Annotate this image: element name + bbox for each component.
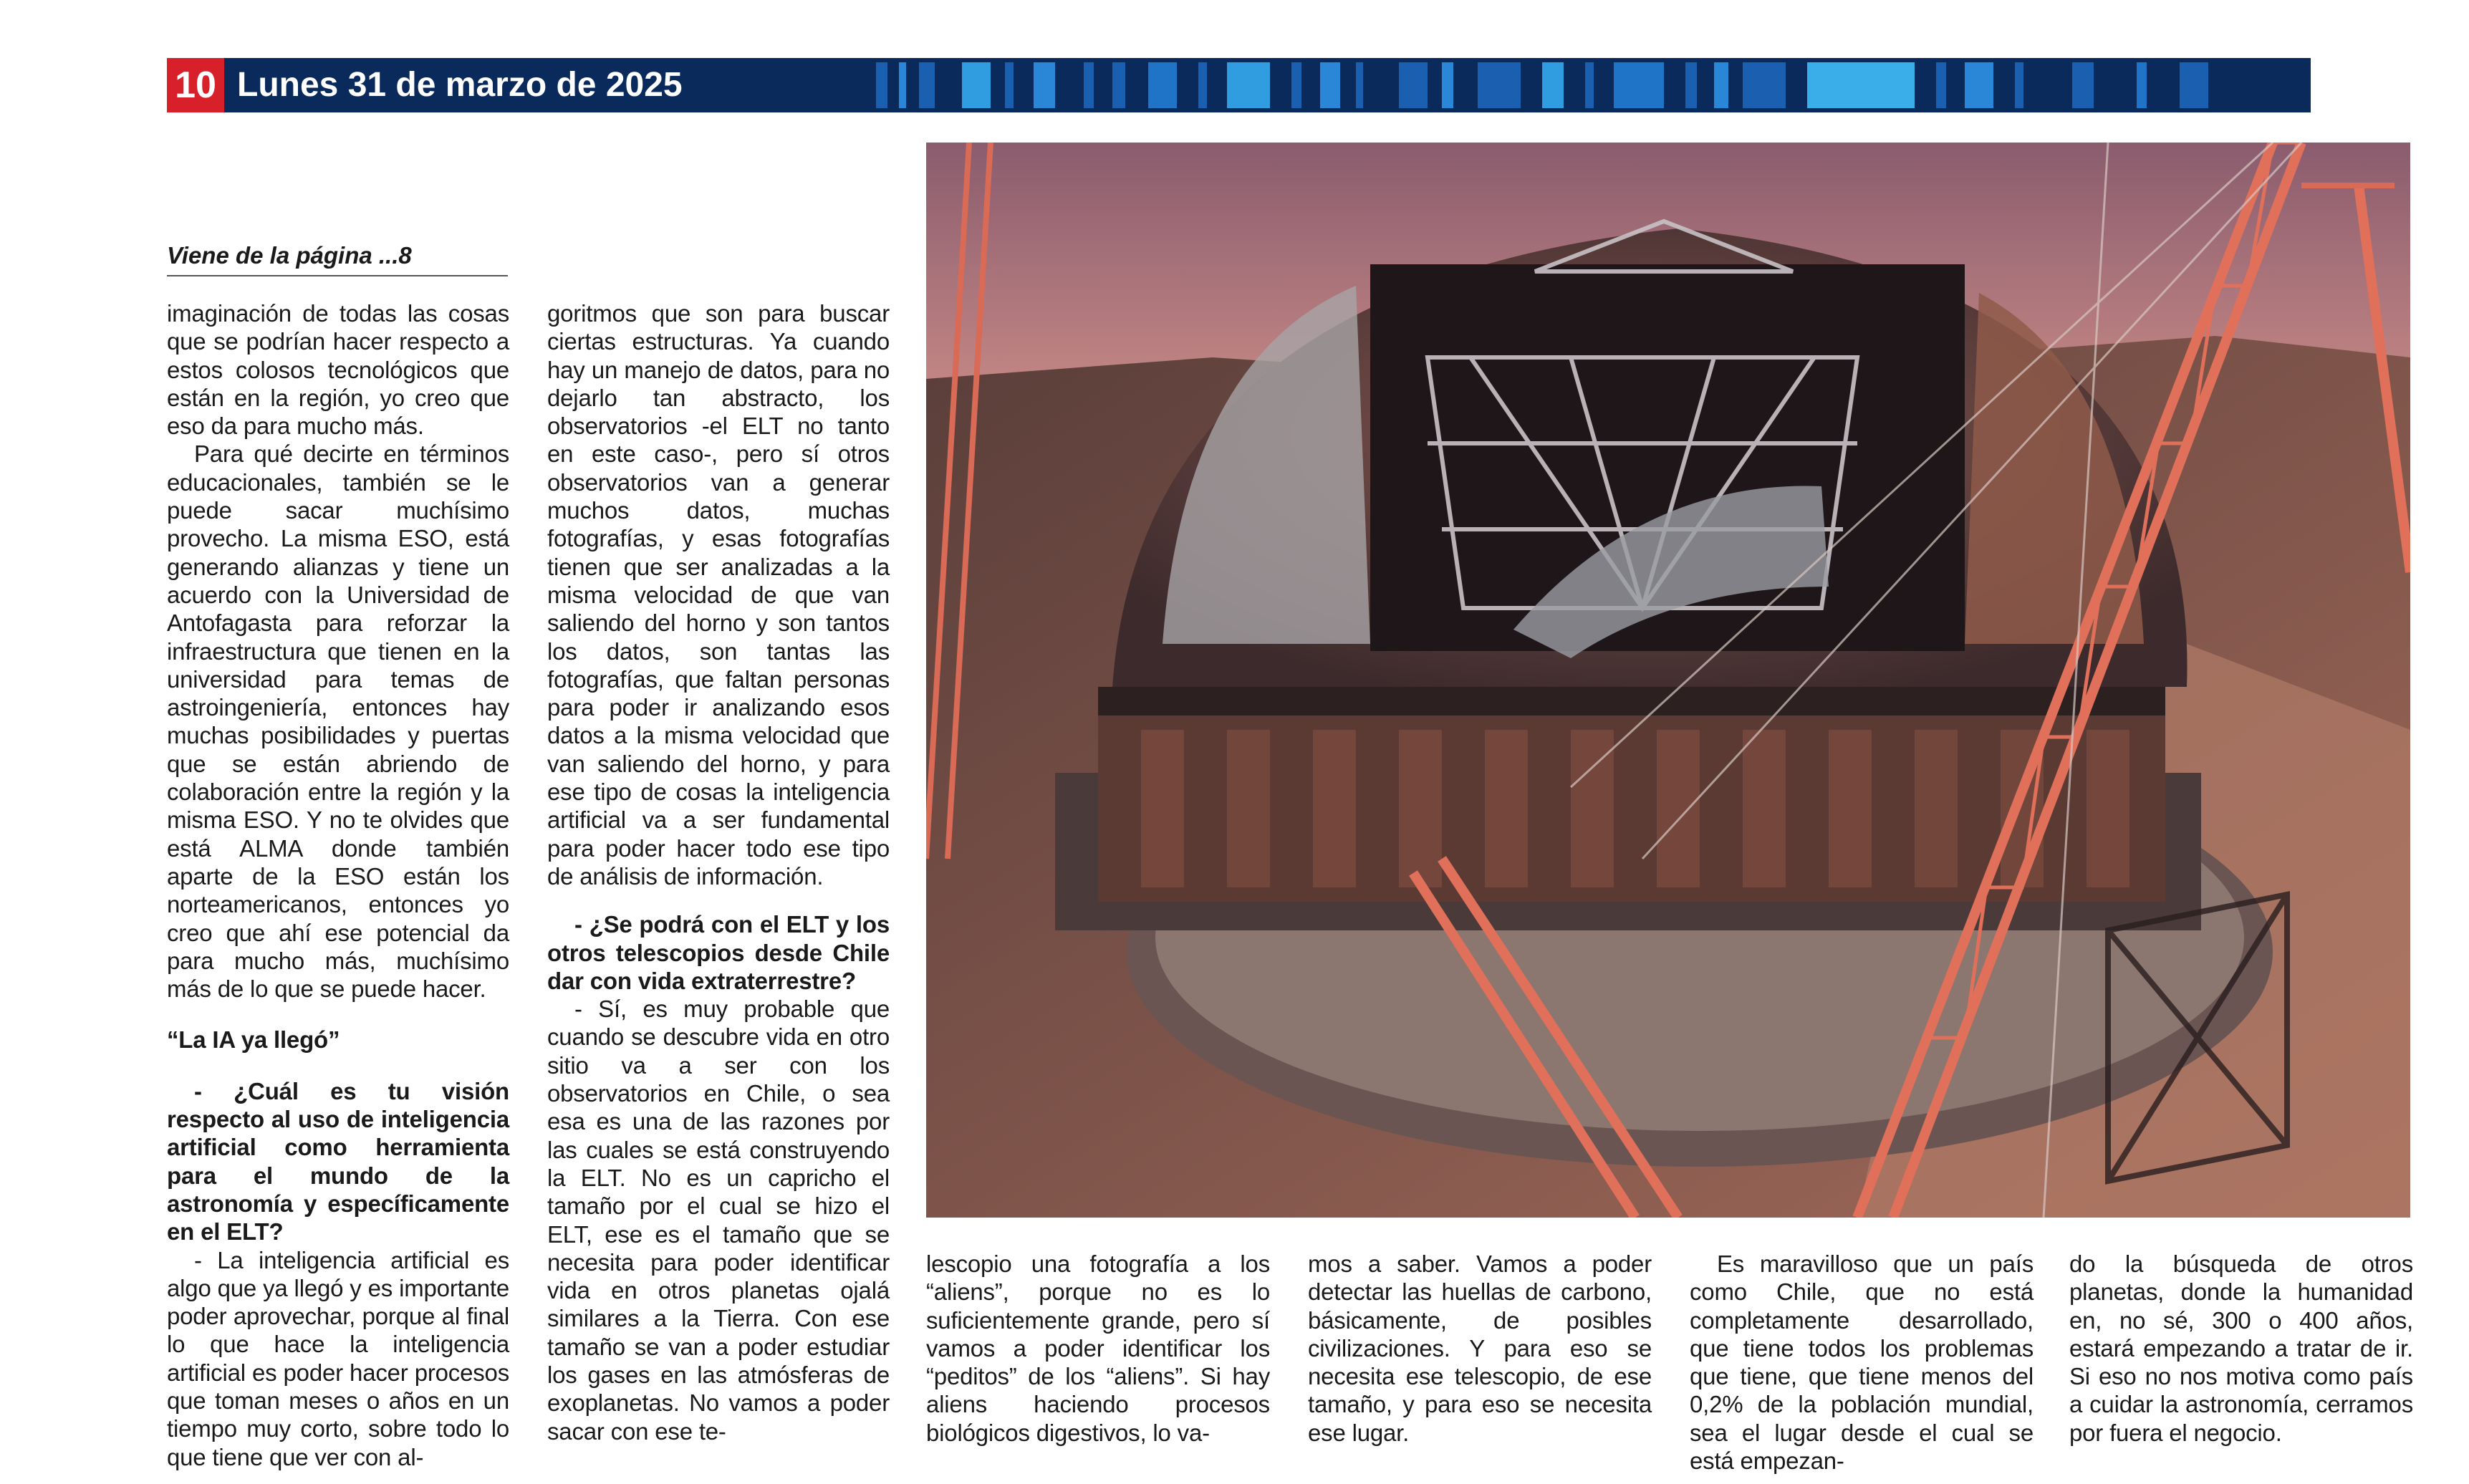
paragraph: - La inteligencia artificial es algo que ya llegó y es importante poder aprovechar, porque al final lo que hace la inteligencia artificial es poder hacer procesos que toman meses o años en un tiempo muy corto, sobre todo lo que tiene que ver con al- xyxy=(167,1246,509,1470)
decorative-stripes xyxy=(855,58,2311,112)
paragraph: mos a saber. Vamos a poder detectar las huellas de carbono, básicamente, de posibles civilizaciones. Y para eso se necesita ese telescopio, de ese tamaño, y para eso se necesita ese lugar. xyxy=(1308,1251,1652,1446)
text-column-2 xyxy=(547,299,890,1445)
text-column-6 xyxy=(2069,1250,2413,1447)
paragraph: do la búsqueda de otros planetas, donde la humanidad en, no sé, 300 o 400 años, estará empezando a tratar de ir. Si eso no nos motiva como país a cuidar la astronomía, cerramos por fuera el negocio. xyxy=(2069,1251,2413,1446)
issue-date: Lunes 31 de marzo de 2025 xyxy=(237,66,683,104)
paragraph: Es maravilloso que un país como Chile, que no está completamente desarrollado, que tiene todos los problemas que tiene, que tiene menos del 0,2% de la población mundial, sea el lugar desde el cual se está empezan- xyxy=(1690,1251,2034,1475)
paragraph: lescopio una fotografía a los “aliens”, porque no es lo suficientemente grande, pero sí vamos a poder identificar los “peditos” de los “aliens”. Si hay aliens haciendo procesos biológicos digestivos, lo va- xyxy=(926,1251,1270,1446)
paragraph: goritmos que son para buscar ciertas estructuras. Ya cuando hay un manejo de datos, para no dejarlo tan abstracto, los observatorios -el ELT no tanto en este caso-, pero sí otros observatorios van a generar muchos datos, muchas fotografías, y esas fotografías tienen que ser analizadas a la misma velocidad de que van saliendo del horno y son tantos los datos, son tantas las fotografías, que faltan personas para poder ir analizando esos datos a la misma velocidad que van saliendo del horno, y para ese tipo de cosas la inteligencia artificial va a ser fundamental para poder hacer todo ese tipo de análisis de información. xyxy=(547,300,890,890)
page-number: 10 xyxy=(167,58,224,112)
section-subhead: “La IA ya llegó” xyxy=(167,1026,340,1054)
text-column-5 xyxy=(1690,1250,2034,1475)
page-header-bar xyxy=(167,58,2311,112)
paragraph: imaginación de todas las cosas que se podrían hacer respecto a estos colosos tecnológicos que están en la región, yo creo que eso da para mucho más. xyxy=(167,300,509,440)
interview-question: - ¿Cuál es tu visión respecto al uso de inteligencia artificial como herramienta para el mundo de la astronomía y específicamente en el ELT? xyxy=(167,1077,509,1246)
continued-from-label: Viene de la página ...8 xyxy=(167,242,508,276)
text-column-1 xyxy=(167,299,509,1471)
interview-question: - ¿Se podrá con el ELT y los otros telescopios desde Chile dar con vida extraterrestre? xyxy=(547,911,890,994)
elt-construction-photo xyxy=(926,143,2410,1218)
text-column-4 xyxy=(1308,1250,1652,1447)
paragraph: Para qué decirte en términos educacionales, también se le puede sacar muchísimo provecho. La misma ESO, está generando alianzas y tiene un acuerdo con la Universidad de Antofagasta para reforzar la infraestructura que tienen en la universidad para temas de astroingeniería, entonces hay muchas posibilidades y puertas que se están abriendo de colaboración entre la región y la misma ESO. Y no te olvides que está ALMA donde también aparte de la ESO están los norteamericanos, entonces yo creo que ahí ese potencial da para mucho más, muchísimo más de lo que se puede hacer. xyxy=(167,440,509,1003)
text-column-3 xyxy=(926,1250,1270,1447)
paragraph: - Sí, es muy probable que cuando se descubre vida en otro sitio va a ser con los observatorios en Chile, o sea esa es una de las razones por las cuales se está construyendo la ELT. No es un capricho el tamaño por el cual se hizo el ELT, ese es el tamaño que se necesita para poder identificar vida en otros planetas ojalá similares a la Tierra. Con ese tamaño se van a poder estudiar los gases en las atmósferas de exoplanetas. No vamos a poder sacar con ese te- xyxy=(547,996,890,1445)
